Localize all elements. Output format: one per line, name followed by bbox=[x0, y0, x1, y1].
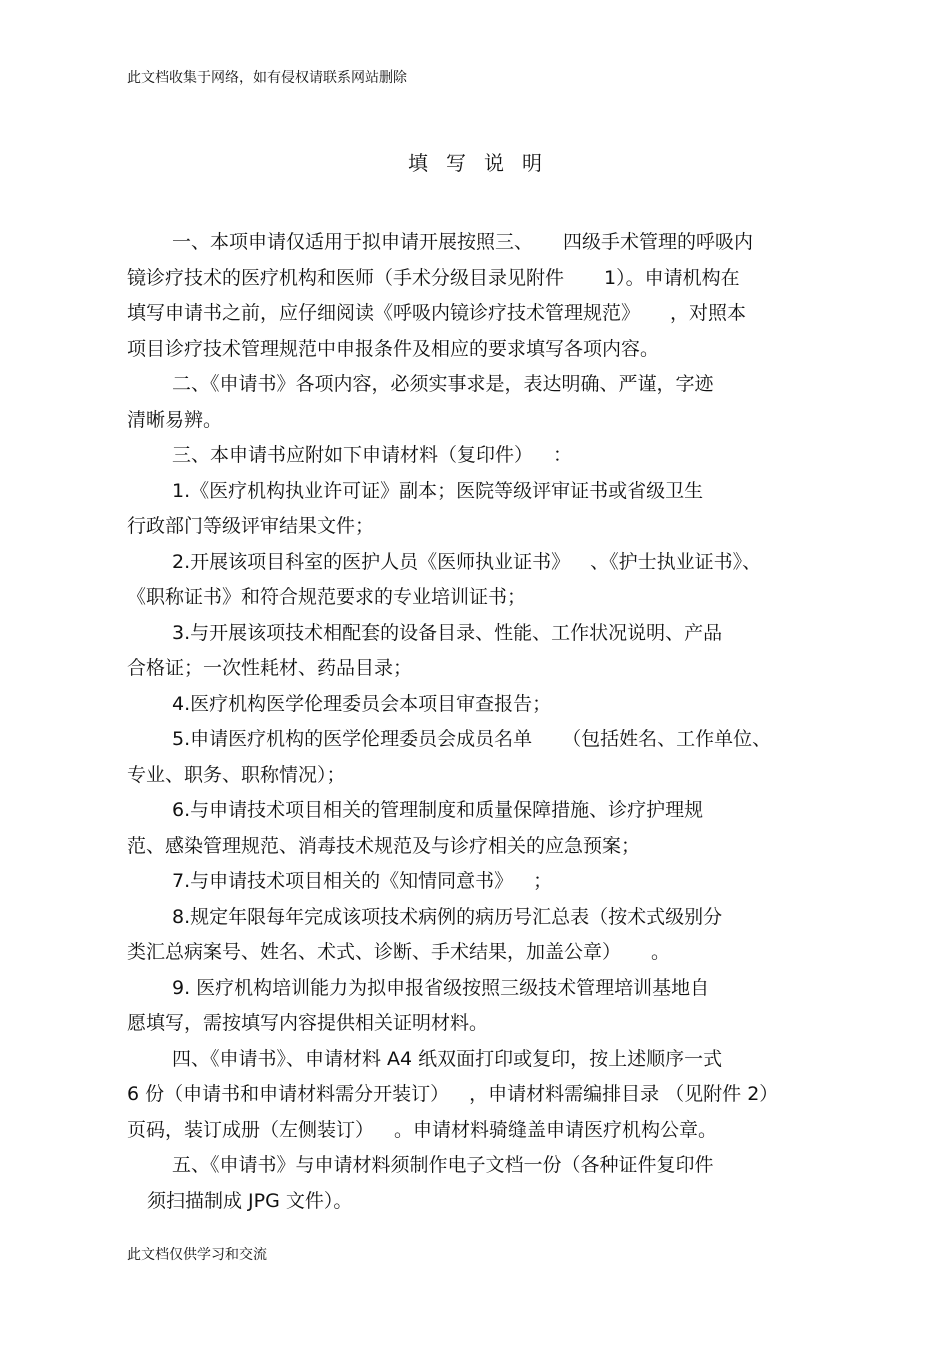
paragraph-line: 清晰易辨。 bbox=[127, 408, 223, 431]
list-item: 3.与开展该项技术相配套的设备目录、性能、工作状况说明、产品 bbox=[172, 621, 723, 644]
paragraph-line: 6 份（申请书和申请材料需分开装订） ，申请材料需编排目录 （见附件 2） bbox=[127, 1083, 779, 1105]
list-item: 8.规定年限每年完成该项技术病例的病历号汇总表（按术式级别分 bbox=[172, 905, 723, 928]
list-item: 5.申请医疗机构的医学伦理委员会成员名单 （包括姓名、工作单位、 bbox=[172, 728, 772, 750]
instructions-body bbox=[127, 225, 827, 1219]
list-item: 7.与申请技术项目相关的《知情同意书》 ； bbox=[172, 870, 553, 892]
list-item-continuation: 《职称证书》和符合规范要求的专业培训证书； bbox=[127, 586, 527, 608]
list-item-continuation: 行政部门等级评审结果文件； bbox=[127, 515, 375, 537]
list-item-continuation: 类汇总病案号、姓名、术式、诊断、手术结果，加盖公章） 。 bbox=[127, 941, 671, 963]
list-item: 1.《医疗机构执业许可证》副本；医院等级评审证书或省级卫生 bbox=[172, 479, 704, 502]
paragraph-line: 项目诊疗技术管理规范中申报条件及相应的要求填写各项内容。 bbox=[127, 337, 660, 360]
list-item-continuation: 专业、职务、职称情况）； bbox=[127, 763, 346, 786]
list-item: 2.开展该项目科室的医护人员《医师执业证书》 、《护士执业证书》、 bbox=[172, 550, 762, 573]
page-title: 填写说明 bbox=[408, 151, 560, 175]
footer-note: 此文档仅供学习和交流 bbox=[127, 1247, 267, 1263]
list-item: 4.医疗机构医学伦理委员会本项目审查报告； bbox=[172, 692, 552, 715]
list-item: 6.与申请技术项目相关的管理制度和质量保障措施、诊疗护理规 bbox=[172, 799, 704, 821]
header-note: 此文档收集于网络，如有侵权请联系网站删除 bbox=[127, 70, 407, 86]
list-item-continuation: 合格证；一次性耗材、药品目录； bbox=[127, 657, 413, 679]
paragraph-line: 五、《申请书》与申请材料须制作电子文档一份（各种证件复印件 bbox=[172, 1154, 714, 1176]
paragraph-line: 四、《申请书》、申请材料 A4 纸双面打印或复印，按上述顺序一式 bbox=[172, 1047, 723, 1070]
paragraph-line: 须扫描制成 JPG 文件）。 bbox=[147, 1189, 353, 1212]
paragraph-line: 一、本项申请仅适用于拟申请开展按照三、 四级手术管理的呼吸内 bbox=[172, 231, 754, 253]
paragraph-line: 二、《申请书》各项内容，必须实事求是，表达明确、严谨，字迹 bbox=[172, 373, 714, 395]
list-item: 9. 医疗机构培训能力为拟申报省级按照三级技术管理培训基地自 bbox=[172, 976, 710, 999]
paragraph-line: 三、本申请书应附如下申请材料（复印件） ： bbox=[172, 444, 573, 466]
list-item-continuation: 愿填写，需按填写内容提供相关证明材料。 bbox=[127, 1012, 489, 1034]
paragraph-line: 填写申请书之前，应仔细阅读《呼吸内镜诊疗技术管理规范》 ，对照本 bbox=[127, 302, 747, 324]
paragraph-line: 镜诊疗技术的医疗机构和医师（手术分级目录见附件 1）。申请机构在 bbox=[127, 266, 740, 289]
list-item-continuation: 范、感染管理规范、消毒技术规范及与诊疗相关的应急预案； bbox=[127, 834, 641, 857]
paragraph-line: 页码，装订成册（左侧装订） 。申请材料骑缝盖申请医疗机构公章。 bbox=[127, 1118, 718, 1141]
